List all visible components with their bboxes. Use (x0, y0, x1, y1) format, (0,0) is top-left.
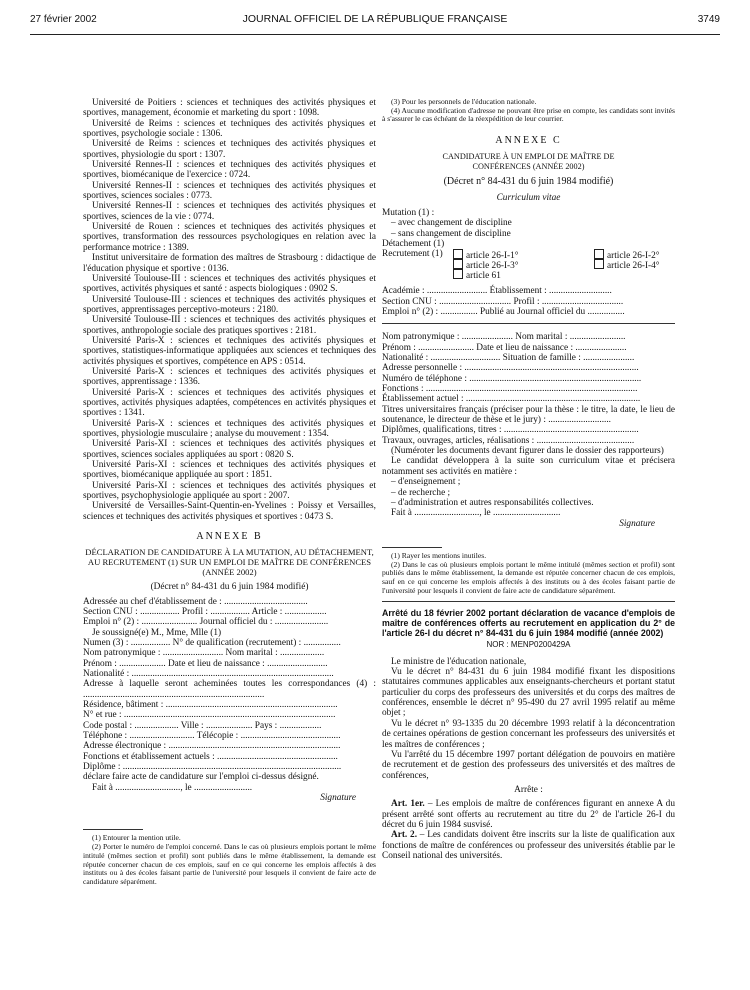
list-item: Université de Reims : sciences et techniques des activités physiques et sportives, psychologie sociale : 1306. (83, 118, 376, 140)
form-line: Diplômes, qualifications, titres : .......................................................... (382, 425, 639, 436)
checkbox-icon (453, 269, 463, 279)
section-divider (382, 323, 675, 324)
form-line: Travaux, ouvrages, articles, réalisations : .......................................... (382, 435, 635, 446)
list-item: Université Paris-X : sciences et techniques des activités physiques et sportives, activités physiques adaptées, compétences en activités physiques et sportives : 1341. (83, 387, 376, 419)
candidat-instructions: Le candidat développera à la suite son curriculum vitae et précisera notamment ses activités en matière : (382, 456, 675, 477)
candidature-title: CANDIDATURE À UN EMPLOI DE MAÎTRE DE CONFÉRENCES (ANNÉE 2002) (442, 152, 615, 171)
form-line: N° et rue : ........................................................................................... (83, 710, 336, 721)
form-line: Adresse électronique : .......................................................................... (83, 741, 341, 752)
header-rule (30, 34, 720, 35)
list-item: Université Rennes-II : sciences et techniques des activités physiques et sportives, sciences de la vie : 0774. (83, 201, 376, 222)
footnote: (1) Rayer les mentions inutiles. (391, 550, 487, 560)
form-line: Nationalité : .............................. Situation de famille : ...................... (382, 353, 635, 364)
form-line: Adresse personnelle : ........................................................................... (382, 363, 639, 374)
form-line: Adressée au chef d'établissement de : .................................... (83, 596, 308, 607)
arrete-label: Arrête : (514, 784, 543, 795)
list-item: Université Toulouse-III : sciences et techniques des activités physiques et sportives, apprentissages perceptivo-moteurs : 2180. (83, 294, 376, 315)
footnote-rule (382, 547, 442, 548)
footnote: (3) Pour les personnels de l'éducation nationale. (391, 97, 537, 106)
mutation-option: – avec changement de discipline (391, 218, 512, 229)
body-paragraph: Vu le décret n° 84-431 du 6 juin 1984 modifié fixant les dispositions statutaires communes applicables aux enseignants-chercheurs et portant statut particulier du corps des professeurs des universités et du corps des maîtres de conférences, ensemble le décret n° 95-490 du 27 avril 1995 relatif au même objet ; (382, 667, 675, 719)
fait-line: Fait à ............................, le ............................. (391, 508, 561, 519)
article-checkbox[interactable]: article 26-I-3° (453, 259, 519, 271)
list-item: Université Toulouse-III : sciences et techniques des activités physiques et sportives, activités physiques et santé : aspects biologiques : 0902 S. (83, 273, 376, 295)
mutation-label: Mutation (1) : (382, 207, 435, 218)
annexe-c-heading: ANNEXE C (495, 135, 562, 147)
form-line: Prénom : ........................ Date et lieu de naissance : ...................... (382, 342, 627, 353)
form-line: Code postal : ................... Ville : .................... Pays : .................. (83, 720, 322, 731)
footnote-rule (83, 829, 143, 830)
article-checkbox[interactable]: article 61 (453, 269, 501, 281)
form-line: Emploi n° (2) : ........................ Journal officiel du : ....................... (83, 617, 329, 628)
body-paragraph: Vu le décret n° 93-1335 du 20 décembre 1993 relatif à la déconcentration de certaines opérations de gestion concernant les professeurs des universités et les maîtres de conférences ; (382, 718, 675, 750)
numeroter-note: (Numéroter les documents devant figurer dans le dossier des rapporteurs) (391, 446, 664, 457)
list-item: Université Paris-XI : sciences et techniques des activités physiques et sportives, psychophysiologie appliquée au sport : 2007. (83, 480, 376, 502)
list-item: Université Paris-XI : sciences et techniques des activités physiques et sportives, sciences sociales appliquées au sport : 0820 S. (83, 439, 376, 460)
form-line: Nom patronymique : .......................... Nom marital : ................... (83, 648, 325, 659)
curriculum-vitae-heading: Curriculum vitae (496, 192, 561, 203)
article-1: Art. 1er. – Les emplois de maître de conférences figurant en annexe A du présent arrêté sont offerts au recrutement au titre du 2° de l'article 26-I du décret du 6 juin 1984 susvisé. (382, 799, 675, 830)
decret-reference: (Décret n° 84-431 du 6 juin 1984 modifié) (150, 582, 309, 593)
recrutement-options (382, 249, 675, 280)
form-line: Nom patronymique : ...................... Nom marital : ........................ (382, 332, 626, 343)
signature-label: Signature (320, 793, 356, 804)
body-paragraph: Le ministre de l'éducation nationale, (391, 656, 527, 667)
declaration-title: DÉCLARATION DE CANDIDATURE À LA MUTATION, AU DÉTACHEMENT, AU RECRUTEMENT (1) SUR UN EMPLOI DE MAÎTRE DE CONFÉRENCES (ANNÉE 2002) (85, 547, 374, 577)
section-divider (382, 601, 675, 602)
annexe-b-heading: ANNEXE B (196, 531, 263, 543)
form-line: Numen (3) : ................. N° de qualification (recrutement) : ................ (83, 637, 341, 648)
page-header (30, 12, 720, 30)
form-line: Section CNU : ............................... Profil : ................................... (382, 296, 624, 307)
list-item: Université de Versailles-Saint-Quentin-en-Yvelines : Poissy et Versailles, sciences et techniques des activités physiques et sportives : 0473 S. (83, 501, 376, 522)
article-2: Art. 2. – Les candidats doivent être inscrits sur la liste de qualification aux fonctions de maître de conférences ou professeur des universités établie par le Conseil national des universités. (382, 830, 675, 861)
form-line: Fonctions : ........................................................................................... (382, 384, 638, 395)
list-item: Université Paris-X : sciences et techniques des activités physiques et sportives, apprentissage : 1336. (83, 366, 376, 388)
declaration-form (83, 597, 376, 794)
university-list (83, 98, 376, 522)
page-number: 3749 (697, 14, 720, 25)
body-paragraph: Vu l'arrêté du 15 décembre 1997 portant délégation de pouvoirs en matière de recrutement et de gestion des professeurs des universités et des maîtres de conférences, (382, 749, 675, 781)
footnote: (2) Dans le cas où plusieurs emplois portant le même intitulé (mêmes section et profil) sont publiés dans le même établissement, la demande est réputée concerner chacun de ces emplois, sauf en ce qui concerne les emplois affectés à des instituts ou à des écoles faisant partie de l'université pour lesquels il convient de faire acte de candidature séparément. (382, 559, 675, 595)
titres-field: Titres universitaires français (préciser pour la thèse : le titre, la date, le lieu de soutenance, le directeur de thèse et le jury) : ........................... (382, 404, 675, 426)
activite-item: – de recherche ; (391, 487, 451, 498)
form-line: Fonctions et établissement actuels : .................................................... (83, 751, 338, 762)
form-line: Fait à ............................, le ......................... (92, 782, 253, 793)
list-item: Université de Rouen : sciences et techniques des activités physiques et sportives, transformation des ressources psychologiques en relation avec la performance motrice : 1389. (83, 222, 376, 253)
checkbox-icon (453, 259, 463, 269)
article-checkbox[interactable]: article 26-I-4° (594, 259, 660, 271)
footnote: (1) Entourer la mention utile. (92, 833, 181, 843)
list-item: Institut universitaire de formation des maîtres de Strasbourg : didactique de l'éducation physique et sportive : 0136. (83, 253, 376, 274)
footnote: (2) Porter le numéro de l'emploi concerné. Dans le cas où plusieurs emplois portant le même intitulé (mêmes section et profil) sont publiés dans le même établissement, la demande est réputée concerner chacun de ces emplois, sauf en ce qui concerne les emplois affectés à des instituts ou à des écoles faisant partie de l'université pour lesquels il convient de faire acte de candidature séparément. (83, 842, 376, 886)
header-date: 27 février 2002 (30, 14, 97, 25)
form-line: Je soussigné(e) M., Mme, Mlle (1) (92, 627, 222, 638)
list-item: Université Rennes-II : sciences et techniques des activités physiques et sportives, biomécanique de l'exercice : 0724. (83, 160, 376, 181)
checkbox-icon (594, 249, 604, 259)
list-item: Université Paris-X : sciences et techniques des activités physiques et sportives, physiologie musculaire ; analyse du mouvement : 1354. (83, 418, 376, 439)
activite-item: – d'administration et autres responsabilités collectives. (391, 497, 594, 508)
form-line: Prénom : .................... Date et lieu de naissance : .......................... (83, 658, 328, 669)
footnote: (4) Aucune modification d'adresse ne pouvant être prise en compte, les candidats sont invités à s'assurer le cas échéant de la réexpédition de leur courrier. (382, 105, 675, 124)
right-column (382, 98, 675, 861)
list-item: Université de Poitiers : sciences et techniques des activités physiques et sportives, management, économie et marketing du sport : 1098. (83, 98, 376, 119)
form-line: déclare faire acte de candidature sur l'emploi ci-dessus désigné. (83, 772, 319, 783)
list-item: Université Paris-X : sciences et techniques des activités physiques et sportives, statistiques-informatique appliquées aux sciences et techniques des activités physiques et sportives, compétence en APS : 0514. (83, 335, 376, 367)
checkbox-icon (453, 249, 463, 259)
mutation-option: – sans changement de discipline (391, 228, 511, 239)
form-line: Diplôme : .............................................................................................. (83, 762, 342, 773)
arrete-title: Arrêté du 18 février 2002 portant déclaration de vacance d'emplois de maître de conférences offerts au recrutement en application du 2° de l'article 26-I du décret n° 84-431 du 6 juin 1984 modifié (année 2002) (382, 608, 675, 639)
activite-item: – d'enseignement ; (391, 477, 461, 488)
article-checkbox[interactable]: article 26-I-2° (594, 249, 660, 261)
form-line: Académie : .......................... Établissement : ........................... (382, 286, 612, 297)
list-item: Université de Reims : sciences et techniques des activités physiques et sportives, physiologie du sport : 1307. (83, 139, 376, 160)
nor-reference: NOR : MENP0200429A (486, 640, 571, 650)
form-line: Établissement actuel : ........................................................................... (382, 394, 641, 405)
form-line: Emploi n° (2) : ................ Publié au Journal officiel du ................ (382, 307, 625, 318)
recrutement-label: Recrutement (1) (382, 249, 443, 260)
left-column (83, 98, 376, 887)
journal-title: JOURNAL OFFICIEL DE LA RÉPUBLIQUE FRANÇAISE (242, 13, 508, 25)
signature-label: Signature (619, 518, 655, 529)
list-item: Université Rennes-II : sciences et techniques des activités physiques et sportives, sciences sociales : 0773. (83, 180, 376, 202)
form-line: Téléphone : ............................ Télécopie : ........................................... (83, 731, 341, 742)
form-line: Résidence, bâtiment : .......................................................................... (83, 700, 338, 710)
article-checkbox[interactable]: article 26-I-1° (453, 249, 519, 261)
list-item: Université Toulouse-III : sciences et techniques des activités physiques et sportives, anthropologie sociale des pratiques sportives : 2181. (83, 315, 376, 336)
checkbox-icon (594, 259, 604, 269)
form-line: Adresse à laquelle seront acheminées toutes les correspondances (4) : .............................................................................. (83, 679, 376, 700)
list-item: Université Paris-XI : sciences et techniques des activités physiques et sportives, biomécanique appliquée au sport : 1851. (83, 460, 376, 481)
form-line: Section CNU : ................. Profil : ................. Article : .................. (83, 606, 327, 617)
form-line: Numéro de téléphone : .......................................................................... (382, 373, 642, 384)
decret-reference: (Décret n° 84-431 du 6 juin 1984 modifié) (443, 176, 614, 188)
detachement-label: Détachement (1) (382, 238, 445, 249)
form-line: Nationalité : ....................................................................................... (83, 668, 334, 679)
